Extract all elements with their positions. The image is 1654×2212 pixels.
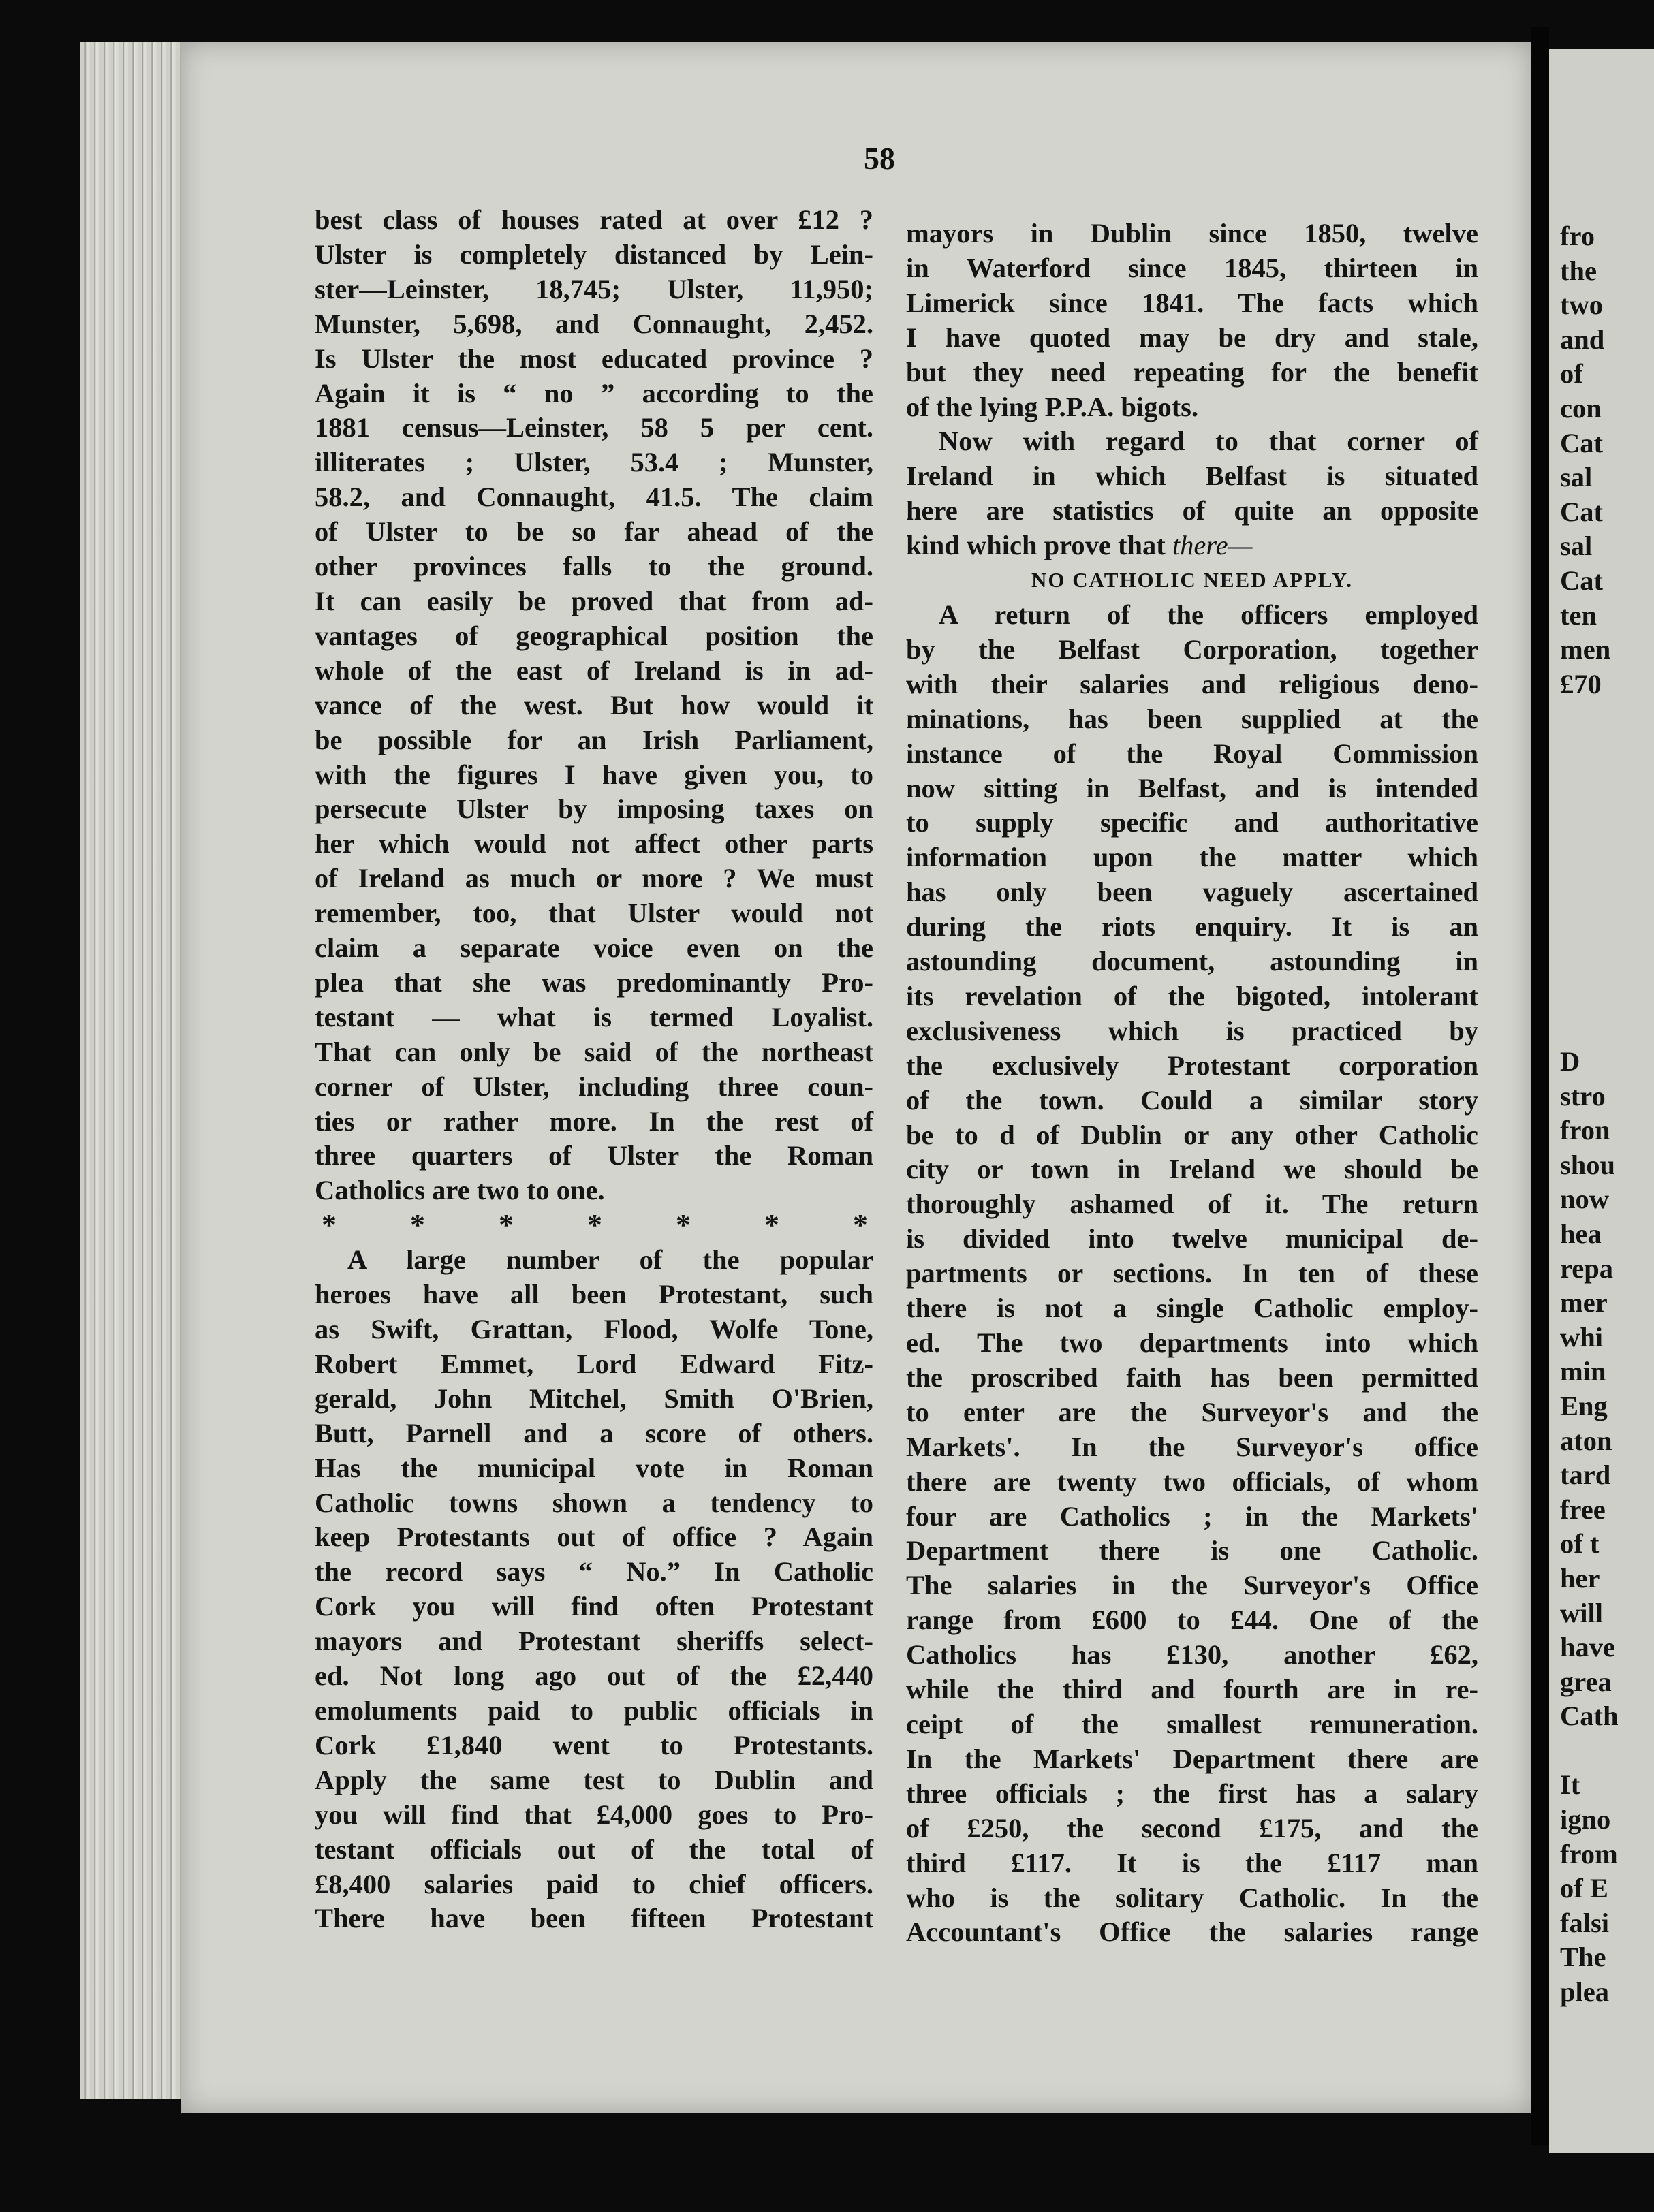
text-line: Butt, Parnell and a score of others. <box>315 1417 873 1449</box>
fragment-line: have <box>1560 1632 1615 1663</box>
text-line: claim a separate voice even on the <box>315 932 873 964</box>
text-line: ceipt of the smallest remuneration. <box>906 1708 1478 1739</box>
text-line: minations, has been supplied at the <box>906 703 1478 734</box>
book-gutter <box>1531 27 1549 2145</box>
fragment-line: Cath <box>1560 1701 1619 1732</box>
text-line: the proscribed faith has been permitted <box>906 1361 1478 1393</box>
separator-star: * <box>587 1208 602 1242</box>
text-line: you will find that £4,000 goes to Pro- <box>315 1799 873 1830</box>
text-line: The salaries in the Surveyor's Office <box>906 1570 1478 1601</box>
text-line: of Ireland as much or more ? We must <box>315 863 873 894</box>
text-line: Catholics has £130, another £62, <box>906 1639 1478 1671</box>
text-line: of Ulster to be so far ahead of the <box>315 516 873 548</box>
text-line: heroes have all been Protestant, such <box>315 1279 873 1310</box>
text-line: A large number of the popular <box>347 1244 873 1276</box>
separator-star: * <box>676 1208 691 1242</box>
fragment-line: stro <box>1560 1080 1606 1111</box>
text-line: That can only be said of the northeast <box>315 1036 873 1067</box>
book-page-edges <box>80 42 183 2099</box>
fragment-line: falsi <box>1560 1907 1610 1938</box>
section-separator <box>315 1208 873 1243</box>
fragment-line: mer <box>1560 1287 1608 1318</box>
fragment-line: whi <box>1560 1321 1604 1353</box>
fragment-line: men <box>1560 634 1611 665</box>
text-line: Markets'. In the Surveyor's office <box>906 1431 1478 1462</box>
separator-star: * <box>322 1208 337 1242</box>
left-column <box>315 203 873 1936</box>
text-line: the record says “ No.” In Catholic <box>315 1556 873 1587</box>
text-line: as Swift, Grattan, Flood, Wolfe Tone, <box>315 1314 873 1344</box>
text-line: Ireland in which Belfast is situated <box>906 460 1478 492</box>
text-line: Ulster is completely distanced by Lein- <box>315 238 873 270</box>
middle-column-paragraph-third <box>906 598 1478 1950</box>
text-line: ties or rather more. In the rest of <box>315 1105 873 1137</box>
text-line: of the town. Could a similar story <box>906 1084 1478 1116</box>
fragment-line: plea <box>1560 1976 1610 2008</box>
text-line: there is not a single Catholic employ- <box>906 1293 1478 1324</box>
text-line: the exclusively Protestant corporation <box>906 1049 1478 1081</box>
fragment-line: fron <box>1560 1115 1610 1146</box>
fragment-line: the <box>1560 255 1597 286</box>
text-line: 1881 census—Leinster, 58 5 per cent. <box>315 412 873 443</box>
text-line: thoroughly ashamed of it. The return <box>906 1188 1478 1220</box>
fragment-line: shou <box>1560 1149 1616 1180</box>
text-line: be to d of Dublin or any other Catholic <box>906 1119 1478 1150</box>
text-line: three quarters of Ulster the Roman <box>315 1140 873 1171</box>
text-line: illiterates ; Ulster, 53.4 ; Munster, <box>315 447 873 478</box>
text-line: ster—Leinster, 18,745; Ulster, 11,950; <box>315 273 873 304</box>
fragment-line: aton <box>1560 1425 1612 1456</box>
text-line: Department there is one Catholic. <box>906 1535 1478 1566</box>
text-line: corner of Ulster, including three coun- <box>315 1071 873 1102</box>
fragment-line: D <box>1560 1046 1580 1077</box>
text-line: astounding document, astounding in <box>906 946 1478 977</box>
middle-column-paragraph <box>906 217 1478 424</box>
fragment-line: tard <box>1560 1459 1611 1491</box>
text-line: of the lying P.P.A. bigots. <box>906 391 1199 422</box>
text-line: there are twenty two officials, of whom <box>906 1466 1478 1497</box>
left-column-paragraph-second <box>315 1243 873 1936</box>
text-line: remember, too, that Ulster would not <box>315 898 873 929</box>
text-line: A return of the officers employed <box>939 599 1478 630</box>
separator-star: * <box>410 1208 425 1242</box>
fragment-line: con <box>1560 392 1602 424</box>
text-line: four are Catholics ; in the Markets' <box>906 1500 1478 1532</box>
text-line: best class of houses rated at over £12 ? <box>315 204 873 235</box>
text-line: but they need repeating for the benefit <box>906 356 1478 388</box>
fragment-line: Cat <box>1560 496 1603 527</box>
text-line: information upon the matter which <box>906 842 1478 873</box>
text-line: who is the solitary Catholic. In the <box>906 1882 1478 1913</box>
text-line: of £250, the second £175, and the <box>906 1812 1478 1844</box>
facing-page-fragment-bottom <box>1560 1045 1654 2010</box>
fragment-line: Eng <box>1560 1390 1608 1421</box>
text-line: gerald, John Mitchel, Smith O'Brien, <box>315 1382 873 1414</box>
fragment-line: of <box>1560 358 1583 390</box>
text-line: three officials ; the first has a salary <box>906 1778 1478 1809</box>
fragment-line: It <box>1560 1769 1580 1801</box>
text-line: mayors and Protestant sheriffs select- <box>315 1626 873 1657</box>
fragment-line: of E <box>1560 1873 1608 1904</box>
left-column-paragraph <box>315 203 873 1208</box>
text-line: whole of the east of Ireland is in ad- <box>315 654 873 686</box>
text-line: Limerick since 1841. The facts which <box>906 287 1478 318</box>
separator-star: * <box>853 1208 868 1242</box>
text-line: ed. Not long ago out of the £2,440 <box>315 1660 873 1692</box>
italic-word: there— <box>1172 530 1253 561</box>
text-line: during the riots enquiry. It is an <box>906 911 1478 943</box>
fragment-line: and <box>1560 323 1605 355</box>
fragment-line: of t <box>1560 1528 1600 1560</box>
fragment-line: from <box>1560 1838 1618 1869</box>
text-line: mayors in Dublin since 1850, twelve <box>906 218 1478 249</box>
text-line: other provinces falls to the ground. <box>315 551 873 582</box>
fragment-line: min <box>1560 1356 1606 1387</box>
text-line: ed. The two departments into which <box>906 1327 1478 1358</box>
fragment-line: her <box>1560 1562 1600 1594</box>
text-line: range from £600 to £44. One of the <box>906 1605 1478 1636</box>
fragment-line: sal <box>1560 462 1593 493</box>
text-line: Catholic towns shown a tendency to <box>315 1487 873 1518</box>
text-line: vantages of geographical position the <box>315 620 873 651</box>
text-line: £8,400 salaries paid to chief officers. <box>315 1868 873 1899</box>
text-line: here are statistics of quite an opposite <box>906 495 1478 526</box>
text-line: to supply specific and authoritative <box>906 807 1478 838</box>
text-line: In the Markets' Department there are <box>906 1743 1478 1774</box>
fragment-line: grea <box>1560 1666 1612 1697</box>
text-line: Cork you will find often Protestant <box>315 1591 873 1622</box>
text-line: Apply the same test to Dublin and <box>315 1764 873 1795</box>
text-line: persecute Ulster by imposing taxes on <box>315 793 873 825</box>
text-line: Accountant's Office the salaries range <box>906 1916 1478 1948</box>
text-line: vance of the west. But how would it <box>315 689 873 721</box>
fragment-line: now <box>1560 1184 1610 1215</box>
text-line: is divided into twelve municipal de- <box>906 1223 1478 1254</box>
fragment-line: repa <box>1560 1252 1613 1284</box>
text-line: third £117. It is the £117 man <box>906 1847 1478 1878</box>
fragment-line: two <box>1560 289 1603 321</box>
text-line: keep Protestants out of office ? Again <box>315 1521 873 1553</box>
text-line: Catholics are two to one. <box>315 1175 605 1206</box>
text-line: in Waterford since 1845, thirteen in <box>906 252 1478 283</box>
text-line: Cork £1,840 went to Protestants. <box>315 1729 873 1760</box>
text-line: Again it is “ no ” according to the <box>315 377 873 409</box>
text-line: Has the municipal vote in Roman <box>315 1452 873 1483</box>
text-line: plea that she was predominantly Pro- <box>315 966 873 998</box>
fragment-line: sal <box>1560 531 1593 562</box>
text-line: while the third and fourth are in re- <box>906 1674 1478 1705</box>
middle-column-paragraph-second <box>906 424 1478 528</box>
text-line: be possible for an Irish Parliament, <box>315 724 873 755</box>
fragment-line: Cat <box>1560 427 1603 458</box>
fragment-line <box>1560 1734 1654 1769</box>
text-line: to enter are the Surveyor's and the <box>906 1396 1478 1427</box>
fragment-line: The <box>1560 1942 1606 1973</box>
fragment-line: igno <box>1560 1804 1611 1835</box>
fragment-line: hea <box>1560 1218 1602 1249</box>
fragment-line: fro <box>1560 221 1595 251</box>
fragment-line: £70 <box>1560 668 1602 699</box>
text-line: There have been fifteen Protestant <box>315 1903 873 1934</box>
fragment-line: will <box>1560 1597 1604 1628</box>
text-line: city or town in Ireland we should be <box>906 1154 1478 1185</box>
text-line: Now with regard to that corner of <box>939 426 1478 457</box>
fragment-line: Cat <box>1560 565 1603 596</box>
text-line: with their salaries and religious deno- <box>906 668 1478 699</box>
text-line: It can easily be proved that from ad- <box>315 585 873 616</box>
middle-column-line: kind which prove that there— <box>906 530 1253 561</box>
text-line: now sitting in Belfast, and is intended <box>906 772 1478 804</box>
text-line: instance of the Royal Commission <box>906 738 1478 769</box>
text-line: by the Belfast Corporation, together <box>906 633 1478 665</box>
text-line: testant — what is termed Loyalist. <box>315 1001 873 1032</box>
text-line: Munster, 5,698, and Connaught, 2,452. <box>315 308 873 339</box>
text-line: emoluments paid to public officials in <box>315 1694 873 1726</box>
text-line: Is Ulster the most educated province ? <box>315 343 873 374</box>
text-line: with the figures I have given you, to <box>315 759 873 790</box>
text-line: partments or sections. In ten of these <box>906 1258 1478 1289</box>
text-line: Robert Emmet, Lord Edward Fitz- <box>315 1348 873 1379</box>
facing-page-fragment-top <box>1560 219 1654 701</box>
text-line: its revelation of the bigoted, intolerant <box>906 980 1478 1011</box>
fragment-line: free <box>1560 1494 1606 1525</box>
separator-star: * <box>499 1208 514 1242</box>
text-line: I have quoted may be dry and stale, <box>906 321 1478 353</box>
facing-page <box>1549 49 1654 2153</box>
middle-column <box>906 217 1478 1950</box>
text-line: 58.2, and Connaught, 41.5. The claim <box>315 481 873 513</box>
text-line: her which would not affect other parts <box>315 828 873 859</box>
text-line: testant officials out of the total of <box>315 1833 873 1865</box>
separator-star: * <box>764 1208 779 1242</box>
page-number: 58 <box>864 141 895 176</box>
text-line: exclusiveness which is practiced by <box>906 1015 1478 1046</box>
section-heading: NO CATHOLIC NEED APPLY. <box>1031 568 1354 592</box>
fragment-line: ten <box>1560 599 1597 631</box>
text-line: has only been vaguely ascertained <box>906 876 1478 908</box>
